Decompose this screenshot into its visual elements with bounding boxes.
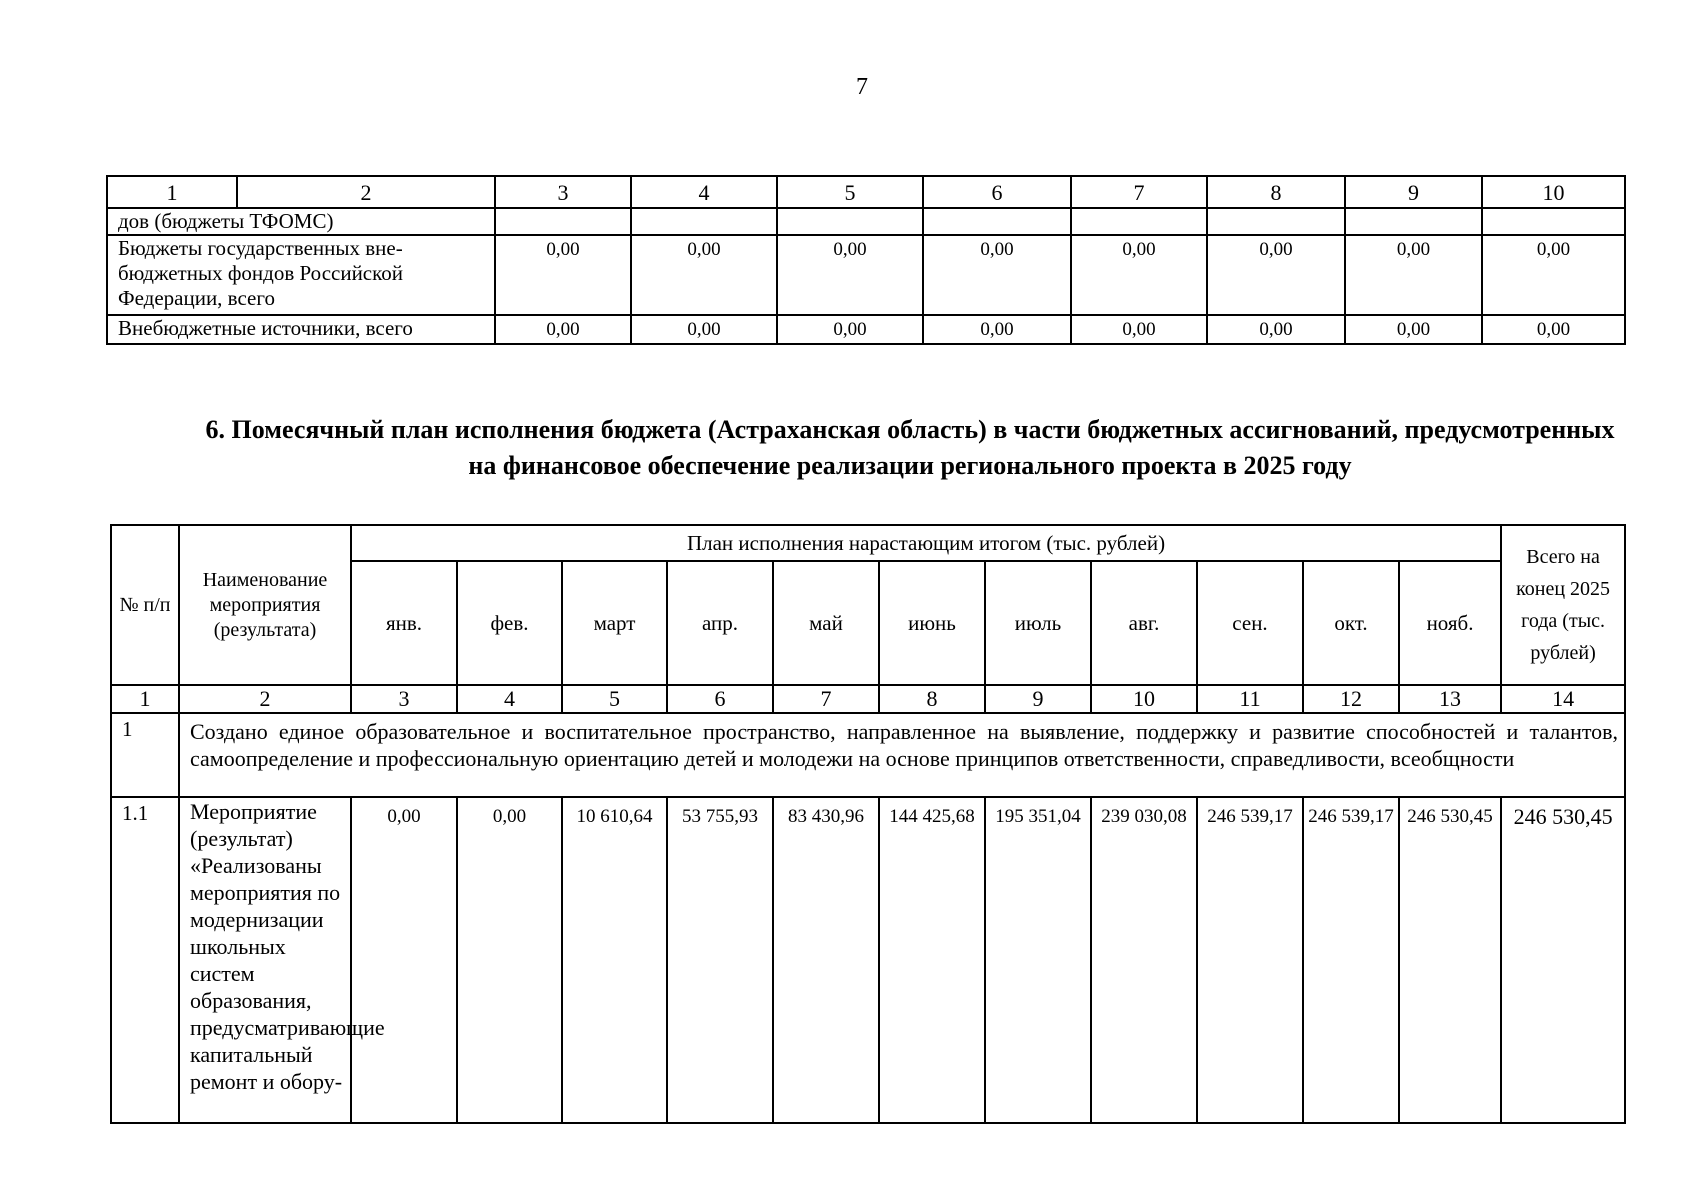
- table-row: [107, 235, 1625, 315]
- cell-value: [923, 208, 1071, 235]
- cell-value: 0,00: [1207, 235, 1345, 315]
- table-row: [111, 797, 1625, 1123]
- column-number-row: [111, 685, 1625, 713]
- column-number: 6: [923, 176, 1071, 208]
- cell-value: 0,00: [777, 315, 923, 344]
- month-value: 195 351,04: [985, 797, 1091, 1123]
- month-value: 246 530,45: [1399, 797, 1501, 1123]
- table-row: [107, 315, 1625, 344]
- column-number: 11: [1197, 685, 1303, 713]
- cell-value: [777, 208, 923, 235]
- cell-value: [1207, 208, 1345, 235]
- column-number: 3: [351, 685, 457, 713]
- month-value: 246 539,17: [1303, 797, 1399, 1123]
- plan-header: План исполнения нарастающим итогом (тыс. рублей): [351, 525, 1501, 561]
- column-number: 9: [1345, 176, 1482, 208]
- row-label: Внебюджетные источники, всего: [107, 315, 495, 344]
- table-row: [111, 713, 1625, 797]
- column-number: 4: [457, 685, 562, 713]
- cell-value: 0,00: [923, 315, 1071, 344]
- month-value: 0,00: [351, 797, 457, 1123]
- cell-value: 0,00: [495, 315, 631, 344]
- event-name: Мероприятие (результат) «Реализованы мероприятия по модернизации школьных систем образования, предусматривающие капитальный ремонт и обору-: [179, 797, 351, 1123]
- column-number: 8: [1207, 176, 1345, 208]
- column-number: 4: [631, 176, 777, 208]
- month-header: окт.: [1303, 561, 1399, 685]
- row-index: 1: [111, 713, 179, 797]
- month-header: авг.: [1091, 561, 1197, 685]
- column-number: 12: [1303, 685, 1399, 713]
- cell-value: [1482, 208, 1625, 235]
- column-number: 1: [107, 176, 237, 208]
- cell-value: [495, 208, 631, 235]
- month-header: фев.: [457, 561, 562, 685]
- cell-value: [1345, 208, 1482, 235]
- cell-value: 0,00: [495, 235, 631, 315]
- column-number: 5: [777, 176, 923, 208]
- column-number: 8: [879, 685, 985, 713]
- column-number: 2: [179, 685, 351, 713]
- cell-value: 0,00: [1482, 235, 1625, 315]
- cell-value: 0,00: [631, 315, 777, 344]
- month-value: 239 030,08: [1091, 797, 1197, 1123]
- column-number: 2: [237, 176, 495, 208]
- row-label: Бюджеты государственных вне-бюджетных фондов Российской Федерации, всего: [107, 235, 495, 315]
- month-header: сен.: [1197, 561, 1303, 685]
- cell-value: [631, 208, 777, 235]
- row-label: дов (бюджеты ТФОМС): [107, 208, 495, 235]
- column-number: 10: [1482, 176, 1625, 208]
- column-header-total: Всего на конец 2025 года (тыс. рублей): [1501, 525, 1625, 685]
- month-header: нояб.: [1399, 561, 1501, 685]
- column-number: 7: [773, 685, 879, 713]
- section-description: Создано единое образовательное и воспитательное пространство, направленное на выявление, поддержку и развитие способностей и талантов, самоопределение и профессиональную ориентацию детей и молодежи на основе принципов ответственности, справедливости, всеобщности: [179, 713, 1625, 797]
- cell-value: 0,00: [1071, 235, 1207, 315]
- cell-value: 0,00: [923, 235, 1071, 315]
- month-value: 0,00: [457, 797, 562, 1123]
- cell-value: 0,00: [1482, 315, 1625, 344]
- column-number: 13: [1399, 685, 1501, 713]
- cell-value: 0,00: [777, 235, 923, 315]
- month-value: 10 610,64: [562, 797, 667, 1123]
- month-header: март: [562, 561, 667, 685]
- month-value: 83 430,96: [773, 797, 879, 1123]
- section-title: 6. Помесячный план исполнения бюджета (Астраханская область) в части бюджетных ассигнований, предусмотренных на финансовое обеспечение реализации регионального проекта в 2025 году: [205, 415, 1615, 480]
- column-number: 7: [1071, 176, 1207, 208]
- header-row: [111, 525, 1625, 561]
- table-row: [107, 208, 1625, 235]
- row-index: 1.1: [111, 797, 179, 1123]
- column-number-row: [107, 176, 1625, 208]
- column-number: 3: [495, 176, 631, 208]
- column-number: 9: [985, 685, 1091, 713]
- column-header-number: № п/п: [111, 525, 179, 685]
- total-value: 246 530,45: [1501, 797, 1625, 1123]
- cell-value: 0,00: [1345, 315, 1482, 344]
- cell-value: [1071, 208, 1207, 235]
- month-header: июнь: [879, 561, 985, 685]
- page-number: 7: [856, 74, 868, 100]
- cell-value: 0,00: [1345, 235, 1482, 315]
- month-header: май: [773, 561, 879, 685]
- month-value: 144 425,68: [879, 797, 985, 1123]
- column-number: 6: [667, 685, 773, 713]
- funding-sources-table: [106, 175, 1626, 345]
- cell-value: 0,00: [1207, 315, 1345, 344]
- column-number: 10: [1091, 685, 1197, 713]
- column-number: 5: [562, 685, 667, 713]
- column-header-name: Наименование мероприятия (результата): [179, 525, 351, 685]
- month-value: 246 539,17: [1197, 797, 1303, 1123]
- cell-value: 0,00: [631, 235, 777, 315]
- month-header: янв.: [351, 561, 457, 685]
- monthly-plan-table: [110, 524, 1626, 1124]
- cell-value: 0,00: [1071, 315, 1207, 344]
- month-value: 53 755,93: [667, 797, 773, 1123]
- month-header: июль: [985, 561, 1091, 685]
- month-header: апр.: [667, 561, 773, 685]
- column-number: 14: [1501, 685, 1625, 713]
- column-number: 1: [111, 685, 179, 713]
